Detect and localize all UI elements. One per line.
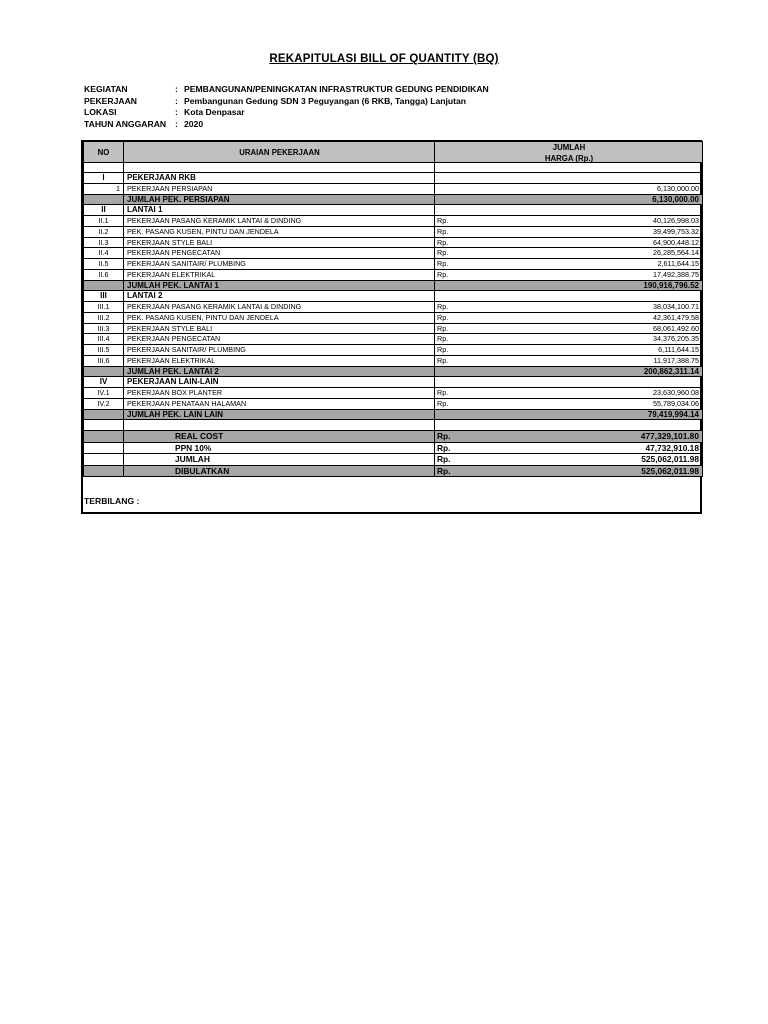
section-row (83, 377, 703, 388)
row-no: III.6 (97, 355, 110, 365)
table-row (83, 227, 703, 238)
info-pekerjaan (84, 96, 489, 108)
subtotal-label: JUMLAH PEK. LAIN LAIN (127, 409, 223, 419)
row-no: III.3 (97, 323, 110, 333)
row-value: 55,789,034.06 (653, 398, 699, 408)
row-currency: Rp. (437, 216, 449, 225)
row-currency: Rp. (437, 237, 449, 247)
section-row (83, 173, 703, 184)
total-value: 47,732,910.18 (645, 442, 699, 453)
row-value: 6,111,644.15 (658, 345, 699, 354)
row-label: PEKERJAAN RKB (127, 173, 196, 182)
info-sep: : (175, 107, 178, 117)
row-label: PEKERJAAN PASANG KERAMIK LANTAI & DINDING (127, 216, 302, 225)
subtotal-row (83, 281, 703, 292)
header-jumlah (435, 142, 703, 164)
total-row (83, 454, 703, 466)
table-row (83, 313, 703, 324)
row-currency: Rp. (437, 345, 449, 354)
total-label: REAL COST (175, 431, 224, 441)
row-label: PEKERJAAN ELEKTRIKAL (127, 269, 216, 279)
info-value: PEMBANGUNAN/PENINGKATAN INFRASTRUKTUR GEDUNG PENDIDIKAN (184, 84, 489, 94)
row-currency: Rp. (437, 355, 449, 365)
table-row (83, 334, 703, 345)
row-label: PEKERJAAN PASANG KERAMIK LANTAI & DINDING (127, 302, 302, 311)
info-key: PEKERJAAN (84, 95, 138, 106)
row-currency: Rp. (437, 248, 449, 258)
info-kegiatan (84, 84, 489, 96)
total-row (83, 443, 703, 455)
total-label: PPN 10% (175, 442, 212, 453)
info-value: Pembangunan Gedung SDN 3 Peguyangan (6 RKB, Tangga) Lanjutan (184, 95, 467, 106)
row-label: PEKERJAAN ELEKTRIKAL (127, 355, 216, 365)
row-no: II.6 (98, 269, 109, 279)
project-info (84, 84, 489, 130)
row-label: PEKERJAAN SANITAIR/ PLUMBING (127, 345, 246, 354)
table-row (83, 302, 703, 313)
row-currency: Rp. (437, 259, 449, 268)
row-no: II.5 (98, 259, 109, 268)
subtotal-value: 190,916,796.52 (643, 280, 699, 290)
row-no: I (102, 173, 105, 182)
row-currency: Rp. (437, 302, 449, 311)
row-no: III.2 (97, 312, 110, 322)
row-value: 40,126,998.03 (653, 216, 699, 225)
row-currency: Rp. (437, 323, 449, 333)
row-no: III (100, 291, 107, 301)
document-title: REKAPITULASI BILL OF QUANTITY (BQ) (269, 53, 499, 65)
table-row (83, 388, 703, 399)
row-value: 34,376,205.35 (653, 334, 699, 344)
header-jumlah-line2: HARGA (Rp.) (544, 154, 594, 163)
row-label: LANTAI 1 (127, 205, 163, 215)
row-no: II.2 (98, 226, 109, 236)
row-label: PEKERJAAN PENGECATAN (127, 248, 221, 258)
total-currency: Rp. (437, 454, 451, 464)
table-row (83, 324, 703, 335)
row-value: 39,499,753.32 (653, 226, 699, 236)
total-currency: Rp. (437, 465, 451, 476)
row-currency: Rp. (437, 398, 449, 408)
header-jumlah-line1: JUMLAH (552, 143, 586, 152)
row-value: 38,034,100.71 (653, 302, 699, 311)
terbilang-label: TERBILANG : (84, 496, 140, 506)
row-currency: Rp. (437, 388, 449, 397)
total-row (83, 431, 703, 443)
row-currency: Rp. (437, 226, 449, 236)
subtotal-label: JUMLAH PEK. LANTAI 1 (127, 280, 219, 290)
row-label: PEKERJAAN STYLE BALI (127, 237, 213, 247)
blank-row (83, 420, 703, 431)
table-row (83, 238, 703, 249)
subtotal-label: JUMLAH PEK. PERSIAPAN (127, 194, 230, 204)
row-value: 11,917,388.75 (653, 355, 699, 365)
row-value: 23,630,960.08 (653, 388, 699, 397)
row-no: II (101, 205, 106, 215)
info-sep: : (175, 84, 178, 94)
section-row (83, 205, 703, 216)
table-row (83, 259, 703, 270)
info-value: 2020 (184, 118, 204, 129)
info-key: LOKASI (84, 107, 117, 117)
total-currency: Rp. (437, 442, 451, 453)
row-label: PEKERJAAN BOX PLANTER (127, 388, 223, 397)
table-row (83, 184, 703, 195)
row-label: PEKERJAAN PENGECATAN (127, 334, 221, 344)
row-no: III.5 (97, 345, 110, 354)
total-value: 525,062,011.98 (641, 454, 699, 464)
total-label: JUMLAH (175, 454, 210, 464)
info-tahun (84, 119, 489, 131)
row-label: PEKERJAAN PENATAAN HALAMAN (127, 398, 247, 408)
row-value: 17,492,388.75 (653, 269, 699, 279)
row-no: IV.1 (97, 388, 110, 397)
subtotal-row (83, 195, 703, 206)
row-no: II.1 (98, 216, 109, 225)
row-label: PEK. PASANG KUSEN, PINTU DAN JENDELA (127, 226, 279, 236)
table-header (83, 141, 703, 163)
row-currency: Rp. (437, 334, 449, 344)
row-value: 2,611,644.15 (657, 259, 699, 268)
total-currency: Rp. (437, 431, 451, 441)
row-no: III.4 (97, 334, 110, 344)
section-row (83, 291, 703, 302)
row-currency: Rp. (437, 269, 449, 279)
row-value: 42,361,479.58 (653, 312, 699, 322)
table-row (83, 356, 703, 367)
subtotal-row (83, 367, 703, 378)
bq-table (83, 141, 703, 477)
table-row (83, 216, 703, 227)
subtotal-value: 6,130,000.00 (652, 194, 699, 204)
info-lokasi (84, 107, 489, 119)
row-label: PEKERJAAN SANITAIR/ PLUMBING (127, 259, 246, 268)
row-label: PEKERJAAN PERSIAPAN (127, 183, 213, 193)
row-currency: Rp. (437, 312, 449, 322)
row-value: 6,130,000.00 (657, 183, 699, 193)
row-label: PEKERJAAN STYLE BALI (127, 323, 213, 333)
table-row (83, 248, 703, 259)
row-no: II.3 (98, 237, 109, 247)
subtotal-value: 79,419,994.14 (647, 409, 699, 419)
total-row (83, 466, 703, 478)
subtotal-label: JUMLAH PEK. LANTAI 2 (127, 366, 219, 376)
subtotal-value: 200,862,311.14 (643, 366, 699, 376)
row-label: PEK. PASANG KUSEN, PINTU DAN JENDELA (127, 312, 279, 322)
row-value: 64,900,448.12 (653, 237, 699, 247)
info-key: TAHUN ANGGARAN (84, 118, 167, 129)
row-no: IV (99, 377, 108, 387)
total-label: DIBULATKAN (175, 465, 230, 476)
header-no: NO (97, 148, 110, 157)
row-label: LANTAI 2 (127, 291, 163, 301)
total-value: 477,329,101.80 (640, 431, 699, 441)
header-uraian: URAIAN PEKERJAAN (239, 148, 320, 157)
info-sep: : (175, 95, 178, 106)
row-value: 68,061,492.60 (653, 323, 699, 333)
info-value: Kota Denpasar (184, 107, 245, 117)
row-value: 26,285,564.14 (653, 248, 699, 258)
row-no: 1 (116, 183, 120, 193)
row-no: IV.2 (97, 398, 110, 408)
info-key: KEGIATAN (84, 84, 128, 94)
info-sep: : (175, 118, 178, 129)
table-row (83, 270, 703, 281)
total-value: 525,062,011.98 (641, 465, 699, 476)
row-no: II.4 (98, 248, 109, 258)
row-label: PEKERJAAN LAIN-LAIN (127, 377, 219, 387)
subtotal-row (83, 410, 703, 421)
table-row (83, 345, 703, 356)
table-row (83, 399, 703, 410)
row-no: III.1 (97, 302, 110, 311)
